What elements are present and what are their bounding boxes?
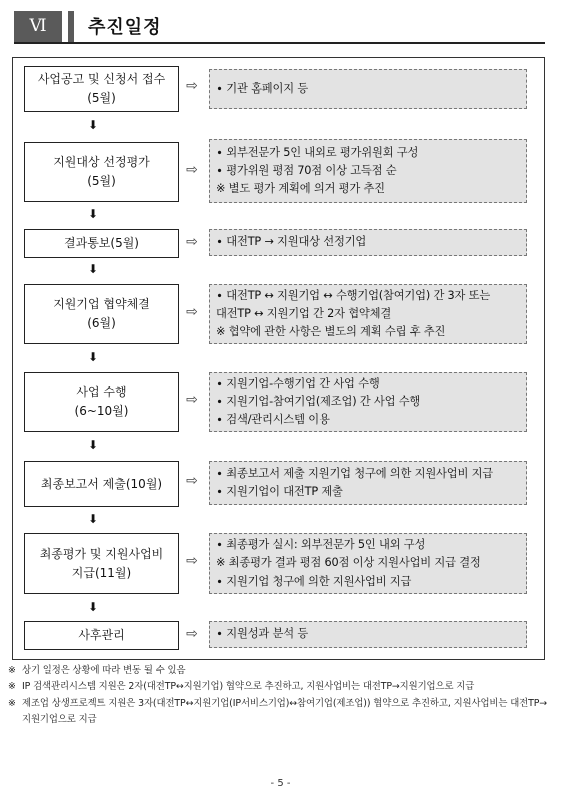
step-sub: 지급(11월) (71, 565, 132, 580)
note-text: 제조업 상생프로젝트 지원은 3자(대전TP↔지원기업(IP서비스기업)↔참여기업(제조업)) 협약으로 추진하고, 지원사업비는 대전TP→지원기업으로 지급 (22, 697, 548, 726)
right-arrow-icon: ⇨ (186, 626, 198, 642)
desc-line: ∙ 지원성과 분석 등 (216, 627, 309, 641)
desc-line: ∙ 대전TP → 지원대상 선정기업 (216, 235, 367, 249)
step-box-5 (24, 372, 179, 432)
desc-line: 대전TP ↔ 지원기업 간 2자 협약체결 (216, 306, 392, 320)
note-item (8, 696, 553, 729)
page-number: - 5 - (270, 778, 291, 789)
desc-line: ∙ 외부전문가 5인 내외로 평가위원회 구성 (216, 145, 419, 159)
note-text: 상기 일정은 상황에 따라 변동 될 수 있음 (22, 665, 186, 676)
down-arrow-icon: ⬇ (87, 438, 99, 452)
step-desc-7 (209, 533, 527, 594)
step-label: 사업 수행 (76, 385, 127, 400)
step-desc-6 (209, 461, 527, 505)
down-arrow-icon: ⬇ (87, 350, 99, 364)
header-accent-bar (68, 11, 74, 42)
step-desc-3 (209, 229, 527, 256)
note-mark: ※ (8, 697, 16, 709)
desc-line: ∙ 지원기업 청구에 의한 지원사업비 지급 (216, 574, 412, 588)
step-label: 최종평가 및 지원사업비 (39, 546, 164, 561)
down-arrow-icon: ⬇ (87, 512, 99, 526)
step-label: 지원대상 선정평가 (53, 155, 150, 170)
desc-line: ∙ 지원기업-수행기업 간 사업 수행 (216, 376, 380, 390)
right-arrow-icon: ⇨ (186, 162, 198, 178)
step-box-4 (24, 284, 179, 344)
down-arrow-icon: ⬇ (87, 118, 99, 132)
desc-line: ∙ 기관 홈페이지 등 (216, 81, 309, 95)
step-label: 사업공고 및 신청서 접수 (37, 72, 166, 87)
step-sub: (6월) (87, 316, 116, 330)
step-sub: (5월) (87, 91, 116, 105)
step-sub: (6~10월) (74, 404, 129, 418)
step-box-6 (24, 461, 179, 507)
desc-line: ∙ 지원기업이 대전TP 제출 (216, 485, 343, 498)
step-label: 최종보고서 제출(10월) (40, 476, 163, 491)
step-sub: (5월) (87, 174, 116, 188)
step-desc-1 (209, 69, 527, 109)
step-box-3 (24, 229, 179, 258)
desc-line: ∙ 최종보고서 제출 지원기업 청구에 의한 지원사업비 지급 (216, 466, 494, 480)
note-text: IP 검색관리시스템 지원은 2자(대전TP↔지원기업) 협약으로 추진하고, 지원사업비는 대전TP→지원기업으로 지급 (22, 681, 475, 693)
note-mark: ※ (8, 665, 16, 676)
right-arrow-icon: ⇨ (186, 234, 198, 250)
desc-line: ※ 별도 평가 계획에 의거 평가 추진 (216, 182, 385, 196)
step-label: 지원기업 협약체결 (53, 297, 150, 312)
down-arrow-icon: ⬇ (87, 262, 99, 276)
desc-line: ※ 협약에 관한 사항은 별도의 계획 수립 후 추진 (216, 325, 446, 339)
section-number: Ⅵ (14, 11, 62, 42)
step-desc-5 (209, 372, 527, 432)
step-desc-8 (209, 621, 527, 648)
note-item (8, 679, 553, 695)
step-label: 사후관리 (78, 628, 125, 643)
step-box-1 (24, 66, 179, 112)
right-arrow-icon: ⇨ (186, 473, 198, 489)
step-desc-4 (209, 284, 527, 344)
desc-line: ∙ 최종평가 실시: 외부전문가 5인 내외 구성 (216, 538, 426, 552)
right-arrow-icon: ⇨ (186, 78, 198, 94)
desc-line: ∙ 검색/관리시스템 이용 (216, 413, 330, 427)
note-item (8, 663, 553, 679)
desc-line: ∙ 지원기업-참여기업(제조업) 간 사업 수행 (216, 394, 421, 408)
right-arrow-icon: ⇨ (186, 553, 198, 569)
right-arrow-icon: ⇨ (186, 392, 198, 408)
step-box-8 (24, 621, 179, 650)
note-mark: ※ (8, 681, 16, 693)
desc-line: ∙ 평가위원 평점 70점 이상 고득점 순 (216, 163, 397, 177)
step-box-2 (24, 142, 179, 202)
step-box-7 (24, 533, 179, 594)
notes (8, 663, 553, 729)
down-arrow-icon: ⬇ (87, 600, 99, 614)
down-arrow-icon: ⬇ (87, 207, 99, 221)
desc-line: ※ 최종평가 결과 평점 60점 이상 지원사업비 지급 결정 (216, 556, 481, 570)
desc-line: ∙ 대전TP ↔ 지원기업 ↔ 수행기업(참여기업) 간 3자 또는 (216, 288, 491, 302)
right-arrow-icon: ⇨ (186, 304, 198, 320)
section-header (14, 11, 545, 44)
section-title: 추진일정 (88, 17, 162, 38)
step-label: 결과통보(5월) (64, 236, 139, 251)
step-desc-2 (209, 139, 527, 203)
